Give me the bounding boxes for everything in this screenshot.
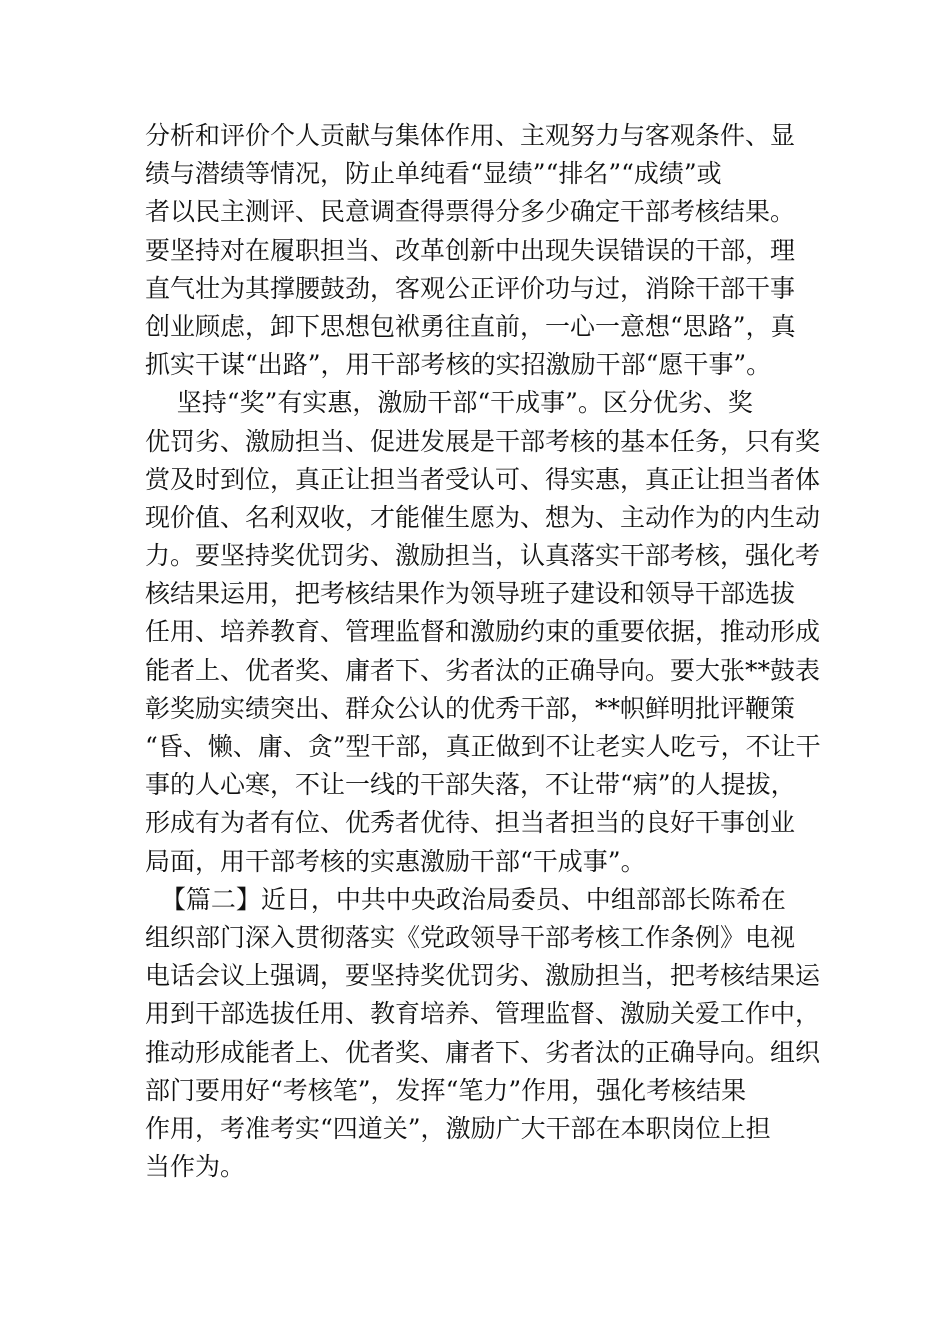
text-line: 彰奖励实绩突出、群众公认的优秀干部，**帜鲜明批评鞭策 — [145, 693, 796, 723]
paragraph-start-line: 坚持“奖”有实惠，激励干部“干成事”。区分优劣、奖 — [145, 388, 753, 418]
body-text — [145, 117, 821, 1186]
text-line: 力。要坚持奖优罚劣、激励担当，认真落实干部考核，强化考 — [145, 541, 821, 571]
text-line: 用到干部选拔任用、教育培养、管理监督、激励关爱工作中， — [145, 999, 821, 1029]
text-line: 部门要用好“考核笔”，发挥“笔力”作用，强化考核结果 — [145, 1075, 747, 1105]
text-line: 电话会议上强调，要坚持奖优罚劣、激励担当，把考核结果运 — [145, 961, 821, 991]
text-line: 者以民主测评、民意调查得票得分多少确定干部考核结果。 — [145, 197, 796, 227]
text-line: 抓实干谋“出路”，用干部考核的实招激励干部“愿干事”。 — [145, 350, 772, 380]
text-line: 直气壮为其撑腰鼓劲，客观公正评价功与过，消除干部干事 — [145, 273, 796, 303]
text-line: 绩与潜绩等情况，防止单纯看“显绩”“排名”“成绩”或 — [145, 159, 722, 189]
text-line: “昏、懒、庸、贪”型干部，真正做到不让老实人吃亏，不让干 — [145, 732, 821, 761]
text-line: 现价值、名利双收，才能催生愿为、想为、主动作为的内生动 — [145, 502, 821, 532]
text-line: 分析和评价个人贡献与集体作用、主观努力与客观条件、显 — [145, 121, 796, 150]
text-line: 要坚持对在履职担当、改革创新中出现失误错误的干部，理 — [145, 235, 796, 265]
text-line: 创业顾虑，卸下思想包袱勇往直前，一心一意想“思路”，真 — [145, 311, 796, 341]
text-line: 组织部门深入贯彻落实《党政领导干部考核工作条例》电视 — [145, 922, 796, 952]
text-line: 优罚劣、激励担当、促进发展是干部考核的基本任务，只有奖 — [145, 426, 821, 456]
text-line: 作用，考准考实“四道关”，激励广大干部在本职岗位上担 — [145, 1113, 771, 1143]
text-line: 赏及时到位，真正让担当者受认可、得实惠，真正让担当者体 — [145, 464, 821, 494]
text-line: 局面，用干部考核的实惠激励干部“干成事”。 — [145, 846, 646, 876]
text-line: 形成有为者有位、优秀者优待、担当者担当的良好干事创业 — [145, 808, 796, 838]
text-line: 推动形成能者上、优者奖、庸者下、劣者汰的正确导向。组织 — [145, 1037, 821, 1067]
text-line: 任用、培养教育、管理监督和激励约束的重要依据，推动形成 — [145, 617, 821, 647]
text-line: 当作为。 — [145, 1152, 246, 1182]
text-line: 能者上、优者奖、庸者下、劣者汰的正确导向。要大张**鼓表 — [145, 655, 821, 685]
text-line: 核结果运用，把考核结果作为领导班子建设和领导干部选拔 — [145, 579, 796, 609]
text-line: 事的人心寒，不让一线的干部失落，不让带“病”的人提拔， — [145, 770, 796, 800]
paragraph-start-line: 【篇二】近日，中共中央政治局委员、中组部部长陈希在 — [145, 884, 786, 914]
